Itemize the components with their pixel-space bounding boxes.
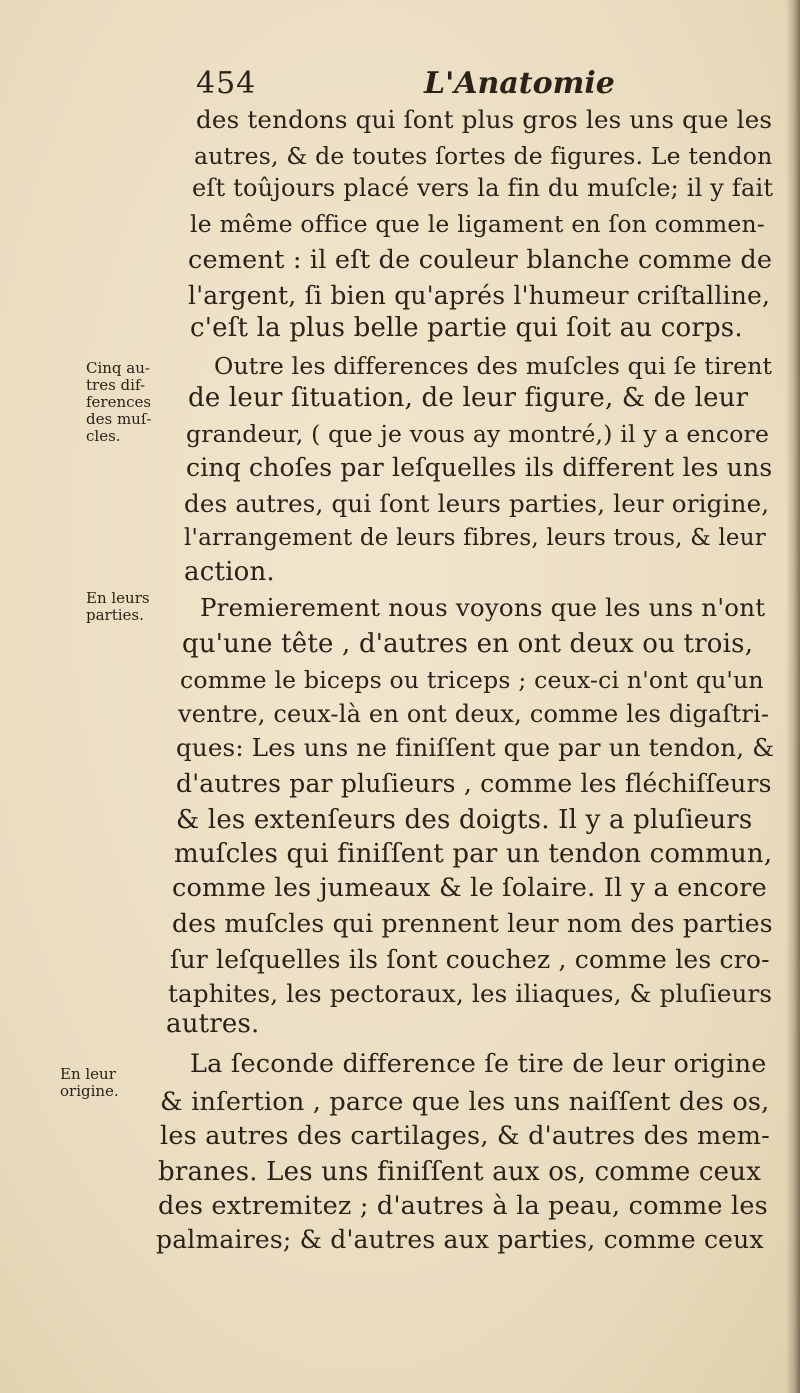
margin-note-line: origine. bbox=[60, 1082, 119, 1100]
text-line: muſcles qui finiſſent par un tendon commun, bbox=[174, 839, 773, 869]
text-line: eſt toûjours placé vers la fin du muſcle; il y fait bbox=[192, 174, 774, 202]
text-line: c'eſt la plus belle partie qui ſoit au corps. bbox=[190, 313, 743, 343]
text-line: de leur ſituation, de leur figure, & de leur bbox=[188, 383, 749, 413]
text-line: des tendons qui ſont plus gros les uns que les bbox=[196, 105, 773, 134]
running-head: L'Anatomie bbox=[424, 66, 615, 101]
margin-note-line: ferences bbox=[86, 393, 152, 411]
margin-note-line: Cinq au- bbox=[86, 359, 150, 377]
margin-note-line: tres dif- bbox=[86, 376, 146, 394]
margin-note-line: parties. bbox=[86, 606, 144, 624]
margin-note-line: cles. bbox=[86, 427, 121, 445]
text-line: Premierement nous voyons que les uns n'ont bbox=[200, 593, 766, 622]
text-line: Outre les differences des muſcles qui ſe tirent bbox=[214, 352, 773, 380]
text-line: palmaires; & d'autres aux parties, comme ceux bbox=[156, 1225, 764, 1254]
text-line: grandeur, ( que je vous ay montré,) il y a encore bbox=[186, 420, 770, 448]
text-line: cement : il eſt de couleur blanche comme de bbox=[188, 245, 773, 275]
text-line: d'autres par pluſieurs , comme les fléchiſſeurs bbox=[176, 769, 772, 798]
text-line: action. bbox=[184, 557, 275, 587]
text-line: ſur leſquelles ils ſont couchez , comme les cro- bbox=[170, 945, 770, 974]
text-line: qu'une tête , d'autres en ont deux ou trois, bbox=[182, 629, 754, 659]
text-line: taphites, les pectoraux, les iliaques, & pluſieurs bbox=[168, 979, 773, 1008]
text-line: des muſcles qui prennent leur nom des parties bbox=[172, 909, 773, 938]
margin-note-line: des muſ- bbox=[86, 410, 152, 428]
text-line: les autres des cartilages, & d'autres des mem- bbox=[160, 1121, 770, 1151]
text-line: ques: Les uns ne finiſſent que par un tendon, & bbox=[176, 733, 775, 762]
text-line: ventre, ceux-là en ont deux, comme les digaſtri- bbox=[178, 700, 770, 728]
text-line: autres. bbox=[166, 1009, 260, 1039]
text-line: La ſeconde difference ſe tire de leur origine bbox=[190, 1049, 767, 1079]
text-line: des autres, qui ſont leurs parties, leur origine, bbox=[184, 489, 770, 518]
text-line: comme le biceps ou triceps ; ceux-ci n'ont qu'un bbox=[180, 666, 764, 694]
page-number: 454 bbox=[196, 66, 257, 101]
text-line: autres, & de toutes ſortes de figures. Le tendon bbox=[194, 142, 773, 170]
text-line: l'argent, ſi bien qu'aprés l'humeur criſtalline, bbox=[188, 281, 771, 310]
text-line: & inſertion , parce que les uns naiſſent des os, bbox=[160, 1087, 770, 1117]
text-line: le même office que le ligament en ſon commen- bbox=[190, 210, 765, 238]
margin-note-line: En leurs bbox=[86, 589, 150, 607]
text-line: l'arrangement de leurs fibres, leurs trous, & leur bbox=[184, 525, 766, 551]
text-line: comme les jumeaux & le ſolaire. Il y a encore bbox=[172, 873, 767, 903]
text-line: & les extenſeurs des doigts. Il y a pluſieurs bbox=[176, 805, 753, 835]
text-line: des extremitez ; d'autres à la peau, comme les bbox=[158, 1191, 768, 1221]
text-line: cinq choſes par leſquelles ils different les uns bbox=[186, 453, 773, 482]
text-line: branes. Les uns finiſſent aux os, comme ceux bbox=[158, 1157, 762, 1187]
margin-note-line: En leur bbox=[60, 1065, 116, 1083]
